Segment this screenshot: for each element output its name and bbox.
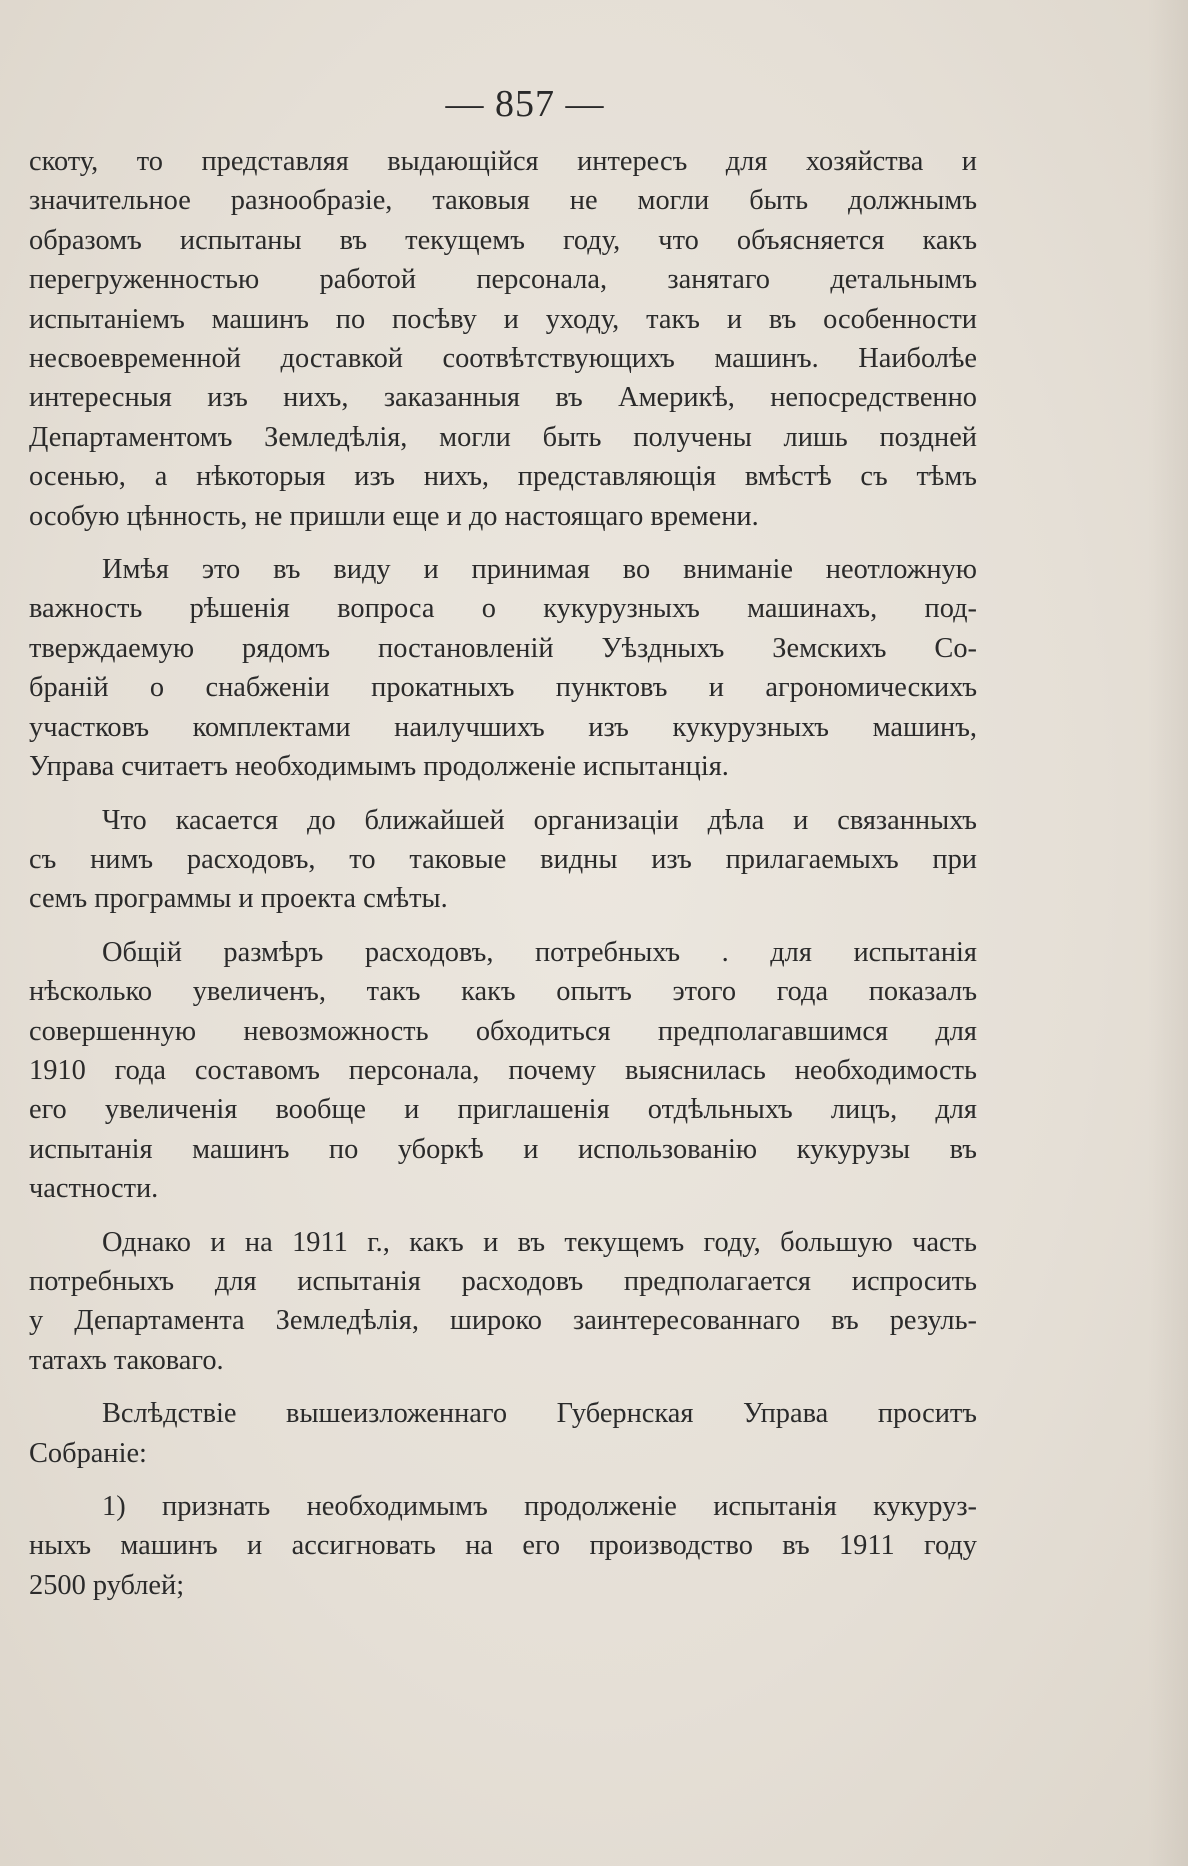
text-line: 2500 рублей;	[29, 1569, 185, 1601]
text-line: потребныхъ для испытанія расходовъ предполагается испросить	[29, 1265, 977, 1297]
paragraph-gap	[29, 919, 977, 933]
text-line: нѣсколько увеличенъ, такъ какъ опытъ этого года показалъ	[29, 976, 977, 1008]
text-line: важность рѣшенія вопроса о кукурузныхъ машинахъ, под-	[29, 593, 977, 625]
paragraph-p4	[29, 933, 977, 1209]
paragraph-p7	[29, 1487, 977, 1605]
text-line: семъ программы и проекта смѣты.	[29, 883, 448, 915]
text-line: браній о снабженіи прокатныхъ пунктовъ и агрономическихъ	[29, 672, 977, 704]
paragraph-gap	[29, 1473, 977, 1487]
text-line: Однако и на 1911 г., какъ и въ текущемъ году, большую часть	[102, 1226, 977, 1258]
paragraph-gap	[29, 536, 977, 550]
paragraph-p6	[29, 1394, 977, 1473]
text-line: съ нимъ расходовъ, то таковые видны изъ прилагаемыхъ при	[29, 843, 977, 875]
paragraph-gap	[29, 787, 977, 801]
text-line: его увеличенія вообще и приглашенія отдѣльныхъ лицъ, для	[29, 1094, 977, 1126]
text-line: Имѣя это въ виду и принимая во вниманіе неотложную	[102, 554, 977, 586]
text-line: образомъ испытаны въ текущемъ году, что объясняется какъ	[29, 224, 977, 256]
text-line: испытаніемъ машинъ по посѣву и уходу, такъ и въ особенности	[29, 303, 977, 335]
paragraph-p5	[29, 1223, 977, 1381]
text-line: Управа считаетъ необходимымъ продолженіе испытанція.	[29, 751, 729, 783]
text-line: Общій размѣръ расходовъ, потребныхъ . для испытанія	[102, 936, 977, 968]
text-line: тверждаемую рядомъ постановленій Уѣздныхъ Земскихъ Со-	[29, 632, 977, 664]
text-line: Департаментомъ Земледѣлія, могли быть получены лишь поздней	[29, 421, 977, 453]
paragraph-gap	[29, 1209, 977, 1223]
page-edge-shadow	[1148, 0, 1188, 1866]
text-line: испытанія машинъ по уборкѣ и использованію кукурузы въ	[29, 1133, 977, 1165]
paragraph-gap	[29, 1380, 977, 1394]
text-line: ныхъ машинъ и ассигновать на его производство въ 1911 году	[29, 1530, 977, 1562]
page-number: — 857 —	[445, 83, 605, 125]
text-line: значительное разнообразіе, таковыя не могли быть должнымъ	[29, 185, 977, 217]
paragraph-p3	[29, 801, 977, 919]
text-line: интересныя изъ нихъ, заказанныя въ Америкѣ, непосредственно	[29, 382, 977, 414]
text-line: скоту, то представляя выдающійся интересъ для хозяйства и	[29, 146, 977, 177]
body-text	[29, 142, 977, 1605]
paragraph-p1	[29, 142, 977, 536]
text-line: Что касается до ближайшей организаціи дѣла и связанныхъ	[102, 804, 977, 836]
text-line: у Департамента Земледѣлія, широко заинтересованнаго въ резуль-	[29, 1305, 977, 1337]
text-line: перегруженностью работой персонала, занятаго детальнымъ	[29, 264, 977, 296]
text-line: частности.	[29, 1173, 159, 1205]
text-line: Вслѣдствіе вышеизложеннаго Губернская Управа проситъ	[102, 1398, 977, 1430]
text-line: совершенную невозможность обходиться предполагавшимся для	[29, 1015, 977, 1047]
text-line: 1) признать необходимымъ продолженіе испытанія кукуруз-	[102, 1491, 977, 1522]
paragraph-p2	[29, 550, 977, 786]
text-line: несвоевременной доставкой соотвѣтствующихъ машинъ. Наиболѣе	[29, 343, 977, 375]
text-line: особую цѣнность, не пришли еще и до настоящаго времени.	[29, 500, 759, 532]
text-line: Собраніе:	[29, 1437, 147, 1469]
text-line: осенью, а нѣкоторыя изъ нихъ, представляющія вмѣстѣ съ тѣмъ	[29, 461, 977, 493]
text-line: 1910 года составомъ персонала, почему выяснилась необходимость	[29, 1054, 977, 1086]
text-line: татахъ таковаго.	[29, 1344, 224, 1376]
text-line: участковъ комплектами наилучшихъ изъ кукурузныхъ машинъ,	[29, 711, 977, 743]
